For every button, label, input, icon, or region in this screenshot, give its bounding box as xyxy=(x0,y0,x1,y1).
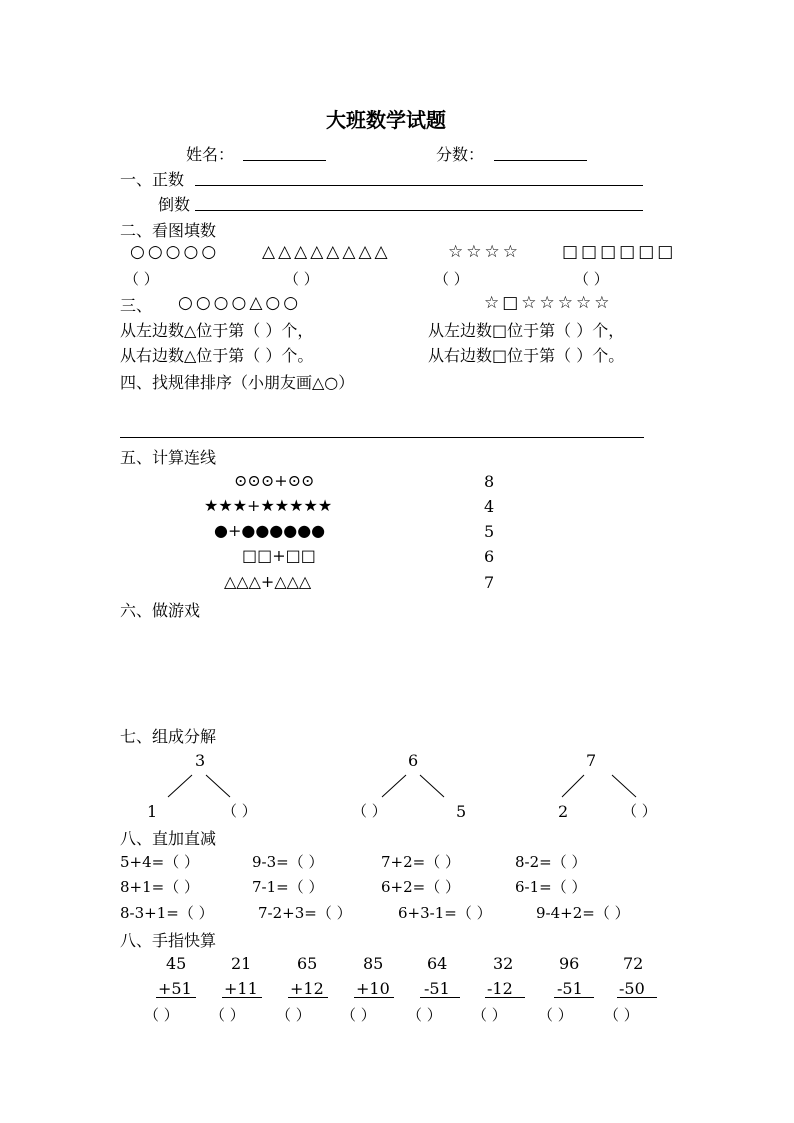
arithmetic-item[interactable]: 6+3-1=（ ） xyxy=(398,904,492,922)
section-4-title: 四、找规律排序（小朋友画△○） xyxy=(120,373,355,392)
calc-underline xyxy=(354,997,394,998)
name-label: 姓名： xyxy=(186,145,235,164)
square-group: □□□□□□ xyxy=(562,242,677,262)
triangle-group: △△△△△△△△ xyxy=(262,242,391,262)
answer-blank[interactable]: （ ） xyxy=(434,270,469,288)
calc-underline xyxy=(156,997,196,998)
operand-top: 96 xyxy=(559,954,580,973)
section-1-title: 一、正数 xyxy=(120,170,185,189)
section-7-title: 七、组成分解 xyxy=(120,727,217,746)
question-text: 从右边数△位于第（ ）个。 xyxy=(120,346,314,365)
question-text: 从左边数△位于第（ ）个， xyxy=(120,321,314,340)
section-5-title: 五、计算连线 xyxy=(120,448,217,467)
operand-op: -51 xyxy=(557,979,583,998)
shape-row-a: ○○○○△○○ xyxy=(178,293,302,313)
operand-op: +51 xyxy=(158,979,192,998)
arithmetic-item[interactable]: 8+1=（ ） xyxy=(120,878,199,896)
equation-item: ★★★+★★★★★ xyxy=(204,496,333,515)
star-group: ☆☆☆☆ xyxy=(448,242,521,262)
score-label: 分数： xyxy=(436,145,485,164)
tree-left-value: 2 xyxy=(558,802,569,821)
calc-underline xyxy=(617,997,657,998)
calc-underline xyxy=(420,997,460,998)
answer-number: 4 xyxy=(484,497,495,516)
arithmetic-item[interactable]: 8-2=（ ） xyxy=(515,853,587,871)
operand-op: +11 xyxy=(224,979,258,998)
operand-top: 85 xyxy=(363,954,384,973)
tree-left-blank[interactable]: （ ） xyxy=(352,802,387,820)
answer-number: 7 xyxy=(484,573,495,592)
tree-right-blank[interactable]: （ ） xyxy=(622,802,657,820)
arithmetic-item[interactable]: 8-3+1=（ ） xyxy=(120,904,214,922)
section-9-title: 八、手指快算 xyxy=(120,931,217,950)
question-text: 从左边数□位于第（ ）个， xyxy=(428,321,625,340)
arithmetic-item[interactable]: 6-1=（ ） xyxy=(515,878,587,896)
answer-blank[interactable]: （ ） xyxy=(210,1006,245,1024)
section-2-title: 二、看图填数 xyxy=(120,221,217,240)
answer-blank[interactable]: （ ） xyxy=(604,1006,639,1024)
tree-right-value: 5 xyxy=(456,802,467,821)
operand-top: 45 xyxy=(166,954,187,973)
calc-underline xyxy=(222,997,262,998)
operand-op: -12 xyxy=(487,979,513,998)
shape-row-b: ☆□☆☆☆☆☆ xyxy=(484,293,613,313)
calc-underline xyxy=(485,997,525,998)
tree-top-number: 3 xyxy=(195,751,206,770)
operand-top: 64 xyxy=(427,954,448,973)
equation-item: △△△+△△△ xyxy=(224,572,312,591)
operand-top: 65 xyxy=(297,954,318,973)
answer-blank[interactable]: （ ） xyxy=(124,270,159,288)
equation-item: ⊙⊙⊙+⊙⊙ xyxy=(234,471,315,490)
operand-op: -51 xyxy=(424,979,450,998)
arithmetic-item[interactable]: 6+2=（ ） xyxy=(381,878,460,896)
answer-blank[interactable]: （ ） xyxy=(407,1006,442,1024)
section-6-title: 六、做游戏 xyxy=(120,601,201,620)
arithmetic-item[interactable]: 7-1=（ ） xyxy=(252,878,324,896)
tree-top-number: 6 xyxy=(408,751,419,770)
question-text: 从右边数□位于第（ ）个。 xyxy=(428,346,625,365)
answer-number: 6 xyxy=(484,547,495,566)
answer-blank[interactable]: （ ） xyxy=(472,1006,507,1024)
calc-underline xyxy=(554,997,594,998)
answer-blank[interactable]: （ ） xyxy=(574,270,609,288)
operand-top: 21 xyxy=(231,954,252,973)
operand-op: +12 xyxy=(290,979,324,998)
page-title: 大班数学试题 xyxy=(326,108,446,132)
operand-op: -50 xyxy=(619,979,645,998)
arithmetic-item[interactable]: 7-2+3=（ ） xyxy=(258,904,352,922)
calc-underline xyxy=(288,997,328,998)
arithmetic-item[interactable]: 9-4+2=（ ） xyxy=(536,904,630,922)
equation-item: □□+□□ xyxy=(242,546,316,565)
tree-right-blank[interactable]: （ ） xyxy=(222,802,257,820)
operand-op: +10 xyxy=(356,979,390,998)
circle-group: ○○○○○ xyxy=(130,242,220,262)
section-1-subtitle: 倒数 xyxy=(158,195,191,214)
arithmetic-item[interactable]: 7+2=（ ） xyxy=(381,853,460,871)
equation-item: ●+●●●●●● xyxy=(214,521,326,540)
arithmetic-item[interactable]: 9-3=（ ） xyxy=(252,853,324,871)
operand-top: 72 xyxy=(623,954,644,973)
answer-blank[interactable]: （ ） xyxy=(284,270,319,288)
answer-number: 5 xyxy=(484,522,495,541)
operand-top: 32 xyxy=(493,954,514,973)
answer-number: 8 xyxy=(484,472,495,491)
tree-top-number: 7 xyxy=(586,751,597,770)
answer-blank[interactable]: （ ） xyxy=(341,1006,376,1024)
arithmetic-item[interactable]: 5+4=（ ） xyxy=(120,853,199,871)
answer-blank[interactable]: （ ） xyxy=(144,1006,179,1024)
answer-blank[interactable]: （ ） xyxy=(538,1006,573,1024)
tree-left-value: 1 xyxy=(147,802,158,821)
answer-blank[interactable]: （ ） xyxy=(276,1006,311,1024)
section-8-title: 八、直加直减 xyxy=(120,829,217,848)
section-3-title: 三、 xyxy=(120,296,153,315)
